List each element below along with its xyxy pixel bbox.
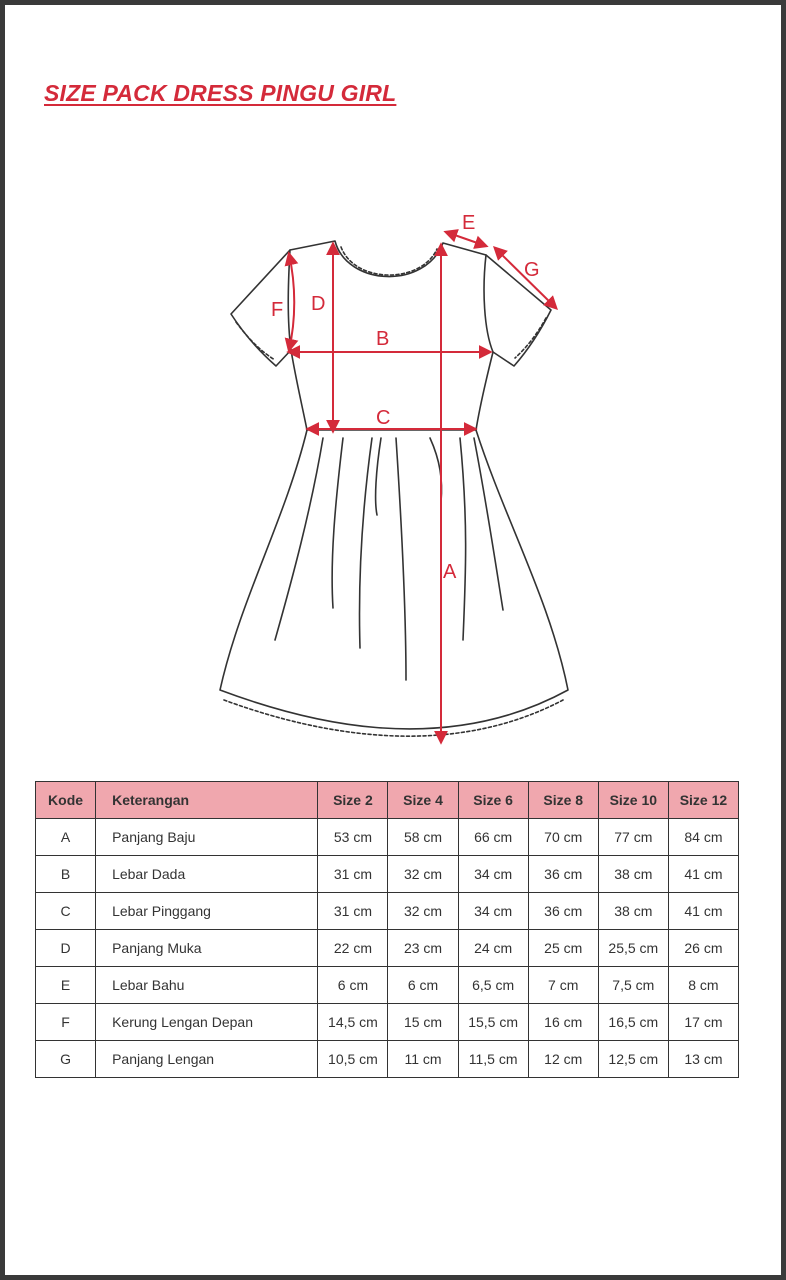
cell-size-value: 24 cm [458, 930, 528, 967]
cell-size-value: 31 cm [318, 856, 388, 893]
cell-size-value: 84 cm [668, 819, 738, 856]
cell-size-value: 11,5 cm [458, 1041, 528, 1078]
cell-size-value: 7 cm [528, 967, 598, 1004]
cell-size-value: 66 cm [458, 819, 528, 856]
cell-size-value: 58 cm [388, 819, 458, 856]
header-size: Size 2 [318, 782, 388, 819]
cell-keterangan: Panjang Muka [96, 930, 318, 967]
cell-size-value: 13 cm [668, 1041, 738, 1078]
label-e: E [462, 212, 476, 234]
cell-keterangan: Lebar Dada [96, 856, 318, 893]
cell-size-value: 16 cm [528, 1004, 598, 1041]
cell-size-value: 6 cm [318, 967, 388, 1004]
cell-size-value: 36 cm [528, 856, 598, 893]
table-row [36, 930, 739, 967]
header-size: Size 6 [458, 782, 528, 819]
size-chart-table [35, 781, 739, 1078]
cell-keterangan: Panjang Baju [96, 819, 318, 856]
cell-size-value: 77 cm [598, 819, 668, 856]
measurement-lines [289, 232, 556, 742]
cell-keterangan: Panjang Lengan [96, 1041, 318, 1078]
cell-size-value: 8 cm [668, 967, 738, 1004]
cell-size-value: 34 cm [458, 856, 528, 893]
table-row [36, 967, 739, 1004]
table-row [36, 1004, 739, 1041]
header-size: Size 8 [528, 782, 598, 819]
header-size: Size 12 [668, 782, 738, 819]
table-row [36, 1041, 739, 1078]
table-body [36, 819, 739, 1078]
table-row [36, 893, 739, 930]
cell-size-value: 14,5 cm [318, 1004, 388, 1041]
label-d: D [311, 293, 326, 315]
label-c: C [376, 407, 391, 429]
cell-kode: B [36, 856, 96, 893]
label-g: G [524, 259, 540, 281]
cell-size-value: 38 cm [598, 893, 668, 930]
cell-size-value: 25,5 cm [598, 930, 668, 967]
label-b: B [376, 328, 390, 350]
cell-size-value: 17 cm [668, 1004, 738, 1041]
cell-size-value: 12 cm [528, 1041, 598, 1078]
cell-size-value: 22 cm [318, 930, 388, 967]
cell-size-value: 15 cm [388, 1004, 458, 1041]
cell-kode: A [36, 819, 96, 856]
header-kode: Kode [36, 782, 96, 819]
cell-size-value: 36 cm [528, 893, 598, 930]
label-f: F [271, 299, 284, 321]
cell-kode: F [36, 1004, 96, 1041]
cell-kode: D [36, 930, 96, 967]
cell-size-value: 34 cm [458, 893, 528, 930]
cell-keterangan: Kerung Lengan Depan [96, 1004, 318, 1041]
cell-size-value: 6 cm [388, 967, 458, 1004]
cell-keterangan: Lebar Pinggang [96, 893, 318, 930]
cell-size-value: 6,5 cm [458, 967, 528, 1004]
cell-size-value: 25 cm [528, 930, 598, 967]
cell-kode: G [36, 1041, 96, 1078]
header-keterangan: Keterangan [96, 782, 318, 819]
cell-size-value: 32 cm [388, 856, 458, 893]
cell-size-value: 7,5 cm [598, 967, 668, 1004]
cell-size-value: 12,5 cm [598, 1041, 668, 1078]
table-row [36, 819, 739, 856]
cell-size-value: 16,5 cm [598, 1004, 668, 1041]
header-size: Size 4 [388, 782, 458, 819]
cell-size-value: 70 cm [528, 819, 598, 856]
table-header-row [36, 782, 739, 819]
cell-size-value: 15,5 cm [458, 1004, 528, 1041]
cell-size-value: 31 cm [318, 893, 388, 930]
cell-size-value: 41 cm [668, 893, 738, 930]
cell-size-value: 53 cm [318, 819, 388, 856]
cell-size-value: 38 cm [598, 856, 668, 893]
header-size: Size 10 [598, 782, 668, 819]
cell-keterangan: Lebar Bahu [96, 967, 318, 1004]
cell-size-value: 10,5 cm [318, 1041, 388, 1078]
cell-size-value: 41 cm [668, 856, 738, 893]
cell-size-value: 23 cm [388, 930, 458, 967]
cell-kode: C [36, 893, 96, 930]
cell-size-value: 32 cm [388, 893, 458, 930]
measurement-labels [271, 212, 540, 583]
cell-kode: E [36, 967, 96, 1004]
cell-size-value: 11 cm [388, 1041, 458, 1078]
label-a: A [443, 561, 457, 583]
table-row [36, 856, 739, 893]
cell-size-value: 26 cm [668, 930, 738, 967]
page-title: SIZE PACK DRESS PINGU GIRL [44, 80, 397, 106]
